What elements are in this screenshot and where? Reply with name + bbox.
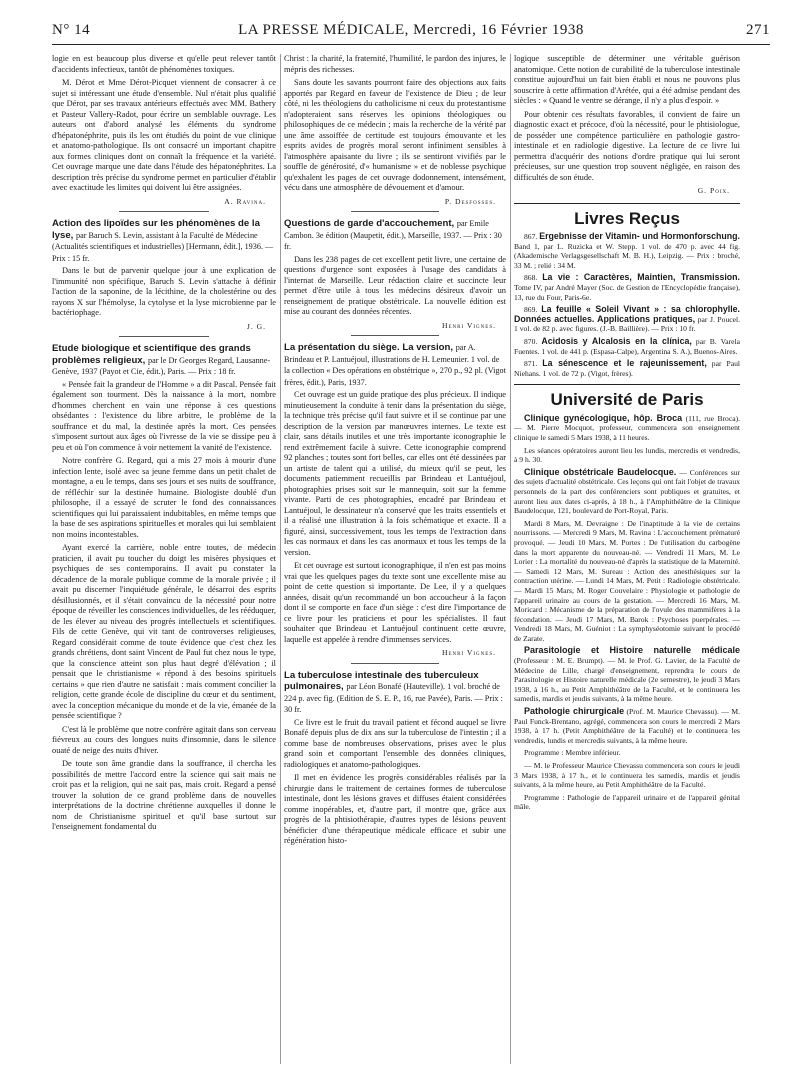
- review-title: Action des lipoïdes sur les phénomènes de la lyse,: [52, 218, 260, 241]
- paragraph: Mardi 8 Mars, M. Devraigne : De l'inaptitude à la vie de certains nourrissons. — Mercredi 9 Mars, M. Ravina : L'accouchement prématuré provoqué. — Jeudi 10 Mars, M. Portes : De l'utilisation du carbogène dans la mort apparente du nouveau-né. — Vendredi 11 Mars, M. Le Lorier : La mortalité du nouveau-né d'après la statistique de la Maternité. — Samedi 12 Mars, M. Sureau : Action des anesthésiques sur la contraction utérine. — Lundi 14 Mars, M. Petit : Radiologie obstétricale. — Mardi 15 Mars, M. Roger Couvelaire : Physiologie et pathologie de l'appareil urinaire au cours de la gestation. — Mercredi 16 Mars, M. Moricard : Mécanisme de la préparation de l'ovule des mammifères à la fécondation. — Jeudi 17 Mars, M. Barok : Psychoses puerpérales. — Vendredi 18 Mars, M. Guéniot : La symphyséotomie suivant le procédé de Zarate.: [514, 518, 740, 643]
- separator: [351, 335, 440, 336]
- universite-heading: Université de Paris: [550, 390, 704, 410]
- issue-number: N° 14: [52, 22, 91, 38]
- review-reference: par Léon Bonafé (Hauteville). 1 vol. broché de 224 p. avec fig. (Edition de S. E. P., 16, rue Pavée), Paris. — Prix : 30 fr.: [284, 682, 503, 714]
- notice-title: Pathologie chirurgicale: [524, 706, 625, 717]
- column-1: [52, 54, 276, 1074]
- notice-title: Parasitologie et Histoire naturelle médicale: [524, 645, 740, 656]
- review-signature: Henri Vignes.: [441, 648, 496, 657]
- separator: [351, 663, 440, 664]
- list-item: 867. Ergebnisse der Vitamin- und Hormonforschung. Band 1, par L. Ruzicka et W. Stepp. 1 vol. de 470 p. avec 44 fig. (Akademische Verlagsgesellschaft M. B. H.), Leipzig. — Prix : broché, 33 M. ; relié : 34 M.: [514, 231, 740, 270]
- review-title: La tuberculose intestinale des tuberculeux pulmonaires,: [284, 669, 479, 692]
- notice-title: Clinique gynécologique, hôp. Broca: [524, 412, 683, 423]
- paragraph: Christ : la charité, la fraternité, l'humilité, le pardon des injures, le mépris des richesses.: [284, 54, 506, 74]
- paragraph: Programme : Pathologie de l'appareil urinaire et de l'appareil génital mâle.: [514, 792, 740, 812]
- paragraph: C'est là le problème que notre confrère agitait dans son cerveau fiévreux au cours des longues nuits d'insomnie, dans le silence ouaté de neige des nuits d'hiver.: [52, 724, 276, 755]
- review-signature: P. Desfosses.: [444, 196, 496, 206]
- page-header: [52, 20, 770, 45]
- university-notices: Clinique gynécologique, hôp. Broca (111, rue Broca). — M. Pierre Mocquot, professeur, commencera son enseignement clinique le samedi 5 Mars 1938, à 11 heures. Les séances opératoires auront lieu les lundis, mercredis et vendredis, à 9 h. 30. Clinique obstétricale Baudelocque. — Conférences sur des sujets d'actualité obstétricale. Ces leçons qui ont fait l'objet de travaux personnels de la part des conférenciers sont publiques et gratuites, et auront lieu aux dates ci-après, à 18 h., à l'Amphithéâtre de la Clinique Baudelocque, 121, boulevard de Port-Royal, Paris. Mardi 8 Mars, M. Devraigne : De l'inaptitude à la vie de certains nourrissons. — Mercredi 9 Mars, M. Ravina : L'accouchement prématuré provoqué. — Jeudi 10 Mars, M. Portes : De l'utilisation du carbogène dans la mort apparente du nouveau-né. — Vendredi 11 Mars, M. Le Lorier : La mortalité du nouveau-né d'après la statistique de la Maternité. — Samedi 12 Mars, M. Sureau : Action des anesthésiques sur la contraction utérine. — Lundi 14 Mars, M. Petit : Radiologie obstétricale. — Mardi 15 Mars, M. Roger Couvelaire : Physiologie et pathologie de l'appareil urinaire au cours de la gestation. — Mercredi 16 Mars, M. Moricard : Mécanisme de la préparation de l'ovule des mammifères à la fécondation. — Jeudi 17 Mars, M. Barok : Psychoses puerpérales. — Vendredi 18 Mars, M. Guéniot : La symphyséotomie suivant le procédé de Zarate. Parasitologie et Histoire naturelle médicale (Professeur : M. E. Brumpt). — M. le Prof. G. Lavier, de la Faculté de Médecine de Lille, chargé d'enseignement, reprendra le cours de Parasitologie et Histoire naturelle médicale (2e semestre), le jeudi 3 Mars 1938, à 16 h., au Petit Amphithéâtre de la Faculté, et le continuera les samedis, mardis et jeudis suivants, à la même heure. Pathologie chirurgicale (Prof. M. Maurice Chevassu). — M. Paul Funck-Brentano, agrégé, commencera son cours le mercredi 2 Mars 1938, à 17 h. (Petit Amphithéâtre de la Faculté) et le continuera les vendredis, lundis et mercredis suivants, à la même heure. Programme : Membre inférieur. — M. le Professeur Maurice Chevassu commencera son cours le jeudi 3 Mars 1938, à 17 h., et le continuera les samedis, mardis et jeudis suivants, à la même heure, au Petit Amphithéâtre de la Faculté. Programme : Pathologie de l'appareil urinaire et de l'appareil génital mâle.: [514, 412, 740, 812]
- paragraph: Programme : Membre inférieur.: [524, 748, 621, 758]
- paragraph: Dans les 238 pages de cet excellent petit livre, une certaine de questions d'urgence sont exposées à l'usage des candidats à l'internat de Marseille. Leur rédaction claire et succincte leur permet d'être utile à tous les médecins désireux d'avoir un renseignement de pratique obstétricale. La nouvelle édition est mise au courant des données récentes.: [284, 254, 506, 316]
- paragraph: Pour obtenir ces résultats favorables, il convient de faire un diagnostic exact et précoce, d'où la nécessité, pour le phtisiologue, de posséder une compétence particulière en pathologie gastro-intestinale et en radiologie digestive. La lecture de ce livre lui permettra d'acquérir des notions d'ordre pratique qui lui seront précieuses, sur une question trop souvent négligée, en raison des difficultés de son étude.: [514, 109, 740, 182]
- journal-title: LA PRESSE MÉDICALE, Mercredi, 16 Février 1938: [238, 22, 584, 38]
- review-reference: par A. Brindeau et P. Lantuéjoul, illustrations de H. Lemeunier. 1 vol. de la collection « Des opérations en obstétrique », 270 p., 92 pl. (Vigot frères, édit.), Paris, 1937.: [284, 343, 506, 387]
- paragraph: De toute son âme grandie dans la souffrance, il chercha les possibilités de mettre l'accord entre la science qui sait mais ne croit pas et la religion, qui ne sait pas, mais croit. Regard a pensé trouver la solution de ce grand problème dans de nouvelles interprétations de la doctrine chrétienne auxquelles il donne le nom de Christianisme spirituel et qu'il base surtout sur l'enseignement fondamental du: [52, 759, 276, 831]
- section-rule: [514, 384, 740, 385]
- review-signature: A. Ravina.: [224, 196, 266, 206]
- review-heading: [52, 218, 276, 264]
- review-reference: par Baruch S. Levin, assistant à la Faculté de Médecine (Actualités scientifiques et industrielles) [Hermann, édit.], 1936. — Prix : 15 fr.: [52, 230, 274, 263]
- list-item: 870. Acidosis y Alcalosis en la clínica, par B. Varela Fuentes. 1 vol. de 441 p. (Espasa-Calpe), Argentina S. A.), Buenos-Aires.: [514, 335, 740, 356]
- paragraph: Et cet ouvrage est surtout iconographique, il n'en est pas moins vrai que les quelques pages du texte sont une excellente mise au point de cette question si importante. De Lee, il y a quelques années, disait qu'un recommandé un bon accoucheur à la façon dont il se comporte en face d'un siège : c'est dire l'importance de ce livre pour les praticiens et pour les spécialistes. Il faut souhaiter que Brindeau et Lantuéjoul continuent cette œuvre, laquelle est appelée à rendre d'immenses services.: [284, 561, 506, 644]
- review-reference: par Emile Cambon. 3e édition (Maupetit, édit.), Marseille, 1937. — Prix : 30 fr.: [284, 219, 502, 251]
- review-signature: J. G.: [246, 321, 266, 331]
- paragraph: Cet ouvrage est un guide pratique des plus précieux. Il indique minutieusement la conduite à tenir dans la présentation du siège, la technique très précise qu'il faut suivre et il se continue par une description de la version par manœuvres internes. Le texte est clair, sans détails inutiles et une très importante iconographie le rend extrêmement facile à suivre. Cette iconographie comprend 92 planches ; toutes sont fort belles, car elles ont été dessinées par un artiste de talent qui a utilisé, du mieux qu'il se peut, les documents patiemment recueillis par Brindeau et Lantuéjoul, photographies prises soit sur le mannequin, soit sur la femme vivante. Parti de ces photographies, encadré par Brindeau et Lantuéjoul, le dessinateur n'a conservé que les traits essentiels et il a réalisé une illustration à la fois schématique et exacte. Il a figuré, ainsi, successivement, tous les temps de l'extraction dans les cas normaux et dans les cas anormaux et tous les temps de la version.: [284, 390, 506, 557]
- column-divider: [280, 54, 281, 1064]
- review-heading: [284, 670, 506, 716]
- review-heading: [284, 218, 506, 253]
- review-title: Etude biologique et scientifique des grands problèmes religieux,: [52, 343, 251, 366]
- list-item: 869. La feuille « Soleil Vivant » : sa chlorophylle. Données actuelles. Applications pratiques, par J. Poucel. 1 vol. de 82 p. avec figures. (J.-B. Baillière). — Prix : 10 fr.: [514, 304, 740, 334]
- paragraph: Sans doute les savants pourront faire des objections aux faits apportés par Regard en faveur de l'existence de Dieu ; de leur côté, ni les théologiens du catholicisme ni ceux du protestantisme n'adopteraient sans réserves les opinions théologiques ou philosophiques de ce médecin ; mais la recherche de la vérité par une âme assoiffée de certitude est toujours émouvante et les esprits avides de progrès moral seront infiniment sensibles à l'atmosphère apaisante du livre ; ils se sentiront vivifiés par le souffle de générosité, d'« humanisme » et de noblesse psychique qu'exhalent les pages de cet ouvrage dodonnement, intensément, vécu dans une atmosphère de dévouement et d'amour.: [284, 78, 506, 192]
- column-3: [514, 54, 740, 1074]
- paragraph: Notre confrère G. Regard, qui a mis 27 mois à mourir d'une infection lente, isolé avec sa jeune femme dans un petit chalet de montagne, a eu le temps, dans ses jours et ses nuits de souffrance, de réfléchir sur la destinée humaine. Biologiste doublé d'un philosophe, il a essayé de scruter le fond des connaissances scientifiques qui lui paraissaient indubitables, en même temps que la base de ses aspirations spirituelles et morales qui lui semblaient non moins incontestables.: [52, 456, 276, 539]
- review-signature: G. Poix.: [697, 186, 730, 195]
- paragraph: Ce livre est le fruit du travail patient et fécond auquel se livre Bonafé depuis plus de dix ans sur la tuberculose de l'intestin ; il a comme base de nombreuses observations, prises avec le plus grand soin et comportant l'ensemble des données cliniques, radiologiques et anatomo-pathologiques.: [284, 717, 506, 769]
- review-signature: Henri Vignes.: [441, 320, 496, 330]
- separator: [351, 211, 440, 212]
- paragraph: Les séances opératoires auront lieu les lundis, mercredis et vendredis, à 9 h. 30.: [514, 445, 740, 465]
- column-2: [284, 54, 506, 1074]
- review-title: La présentation du siège. La version,: [284, 342, 454, 353]
- review-heading: [284, 342, 506, 388]
- list-item: 871. La sénescence et le rajeunissement, par Paul Niehans. 1 vol. de 72 p. (Vigot, frères).: [514, 358, 740, 378]
- page-number: 271: [746, 22, 770, 38]
- livres-recus-heading: Livres Reçus: [574, 208, 680, 228]
- books-list: [514, 232, 740, 378]
- paragraph: Il met en évidence les progrès considérables réalisés par la chirurgie dans le traitement de certaines formes de tuberculose intestinale, dont les lésions graves et diffuses étaient considérées comme inopérables, et, d'autre part, il montre que, grâce aux progrès de la phtisiothérapie, d'autres types de lésions peuvent bénéficier d'une thérapeutique médicale efficace et subir une régénération histo-: [284, 773, 506, 845]
- column-divider: [510, 54, 511, 1064]
- paragraph: — M. le Professeur Maurice Chevassu commencera son cours le jeudi 3 Mars 1938, à 17 h., et le continuera les samedis, mardis et jeudis suivants, à la même heure, au Petit Amphithéâtre de la Faculté.: [514, 761, 740, 790]
- section-rule: [514, 203, 740, 204]
- review-reference: par le Dr Georges Regard, Lausanne-Genève, 1937 (Payot et Cie, édit.), Paris. — Prix : 18 fr.: [52, 355, 271, 376]
- review-title: Questions de garde d'accouchement,: [284, 218, 455, 229]
- paragraph: « Pensée fait la grandeur de l'Homme » a dit Pascal. Pensée fait également son tourment. Dès la naissance à la mort, nombre d'hommes cherchent en vain une réponse à ces questions obsédantes : l'existence du libre arbitre, le problème de la souffrance et du mal, la destinée après la mort. Ces pensées s'imposent surtout aux âges où l'ivresse de la vie se dissipe peu à peu et où l'on commence à voir nettement la vanité de l'existence.: [52, 379, 276, 452]
- paragraph: Dans le but de parvenir quelque jour à une explication de l'immunité non spécifique, Baruch S. Levin s'attache à définir l'action de la saponine, de la lécithine, de la cholestérine ou des rayons X sur l'hémolyse, la cytolyse et la lyse microbienne par le bactériophage.: [52, 266, 276, 317]
- separator: [119, 336, 209, 337]
- review-heading: [52, 343, 276, 378]
- paragraph: logie en est beaucoup plus diverse et qu'elle peut relever tantôt d'accidents infectieux, tantôt de phénomènes toxiques.: [52, 54, 276, 74]
- list-item: 868. La vie : Caractères, Maintien, Transmission. Tome IV, par André Mayer (Soc. de Gestion de l'Encyclopédie française), 13, rue du Four, Paris-6e.: [514, 272, 740, 302]
- paragraph: Ayant exercé la carrière, noble entre toutes, de médecin praticien, il avait pu toucher du doigt les misères physiques et psychiques de ses contemporains. Il avait pu constater la décadence de la morale publique comme de la morale privée ; il avait pu discerner l'inquiétude générale, le désarroi des esprits désillusionnés, et il s'était convaincu de la nécessité pour notre époque de réveiller les consciences individuelles, de les rééduquer, de les élever au niveau des progrès intellectuels et scientifiques. Fils de cette Genève, qui vit tant de controverses religieuses, Regard considérait comme de toute évidence que c'est chez les grands chrétiens, dont saint Vincent de Paul fut chez nous le type, que la conscience atteint son plus haut degré d'élévation ; il pensait que le christianisme « répond à des besoins spirituels certains » que rien d'autre ne satisfait : mais comment concilier la religion, cette grande école de discipline du cœur et du sentiment, avec la conception mécanique du monde et de la vie, émanée de la pensée scientifique ?: [52, 543, 276, 720]
- separator: [119, 211, 209, 212]
- paragraph: M. Dérot et Mme Dérot-Picquet viennent de consacrer à ce sujet si intéressant une étude d'ensemble. Nul n'était plus qualifié que Dérot, par ses travaux antérieurs effectués avec MM. Bathery et Pasteur Vallery-Radot, pour écrire un semblable ouvrage. Les auteurs ont d'abord analysé les éléments du syndrome d'hépatonéphrite, puis ils les ont étudiés du point de vue clinique et anatomo-pathologique. Ils ont consacré un important chapitre aux formes cliniques dont on connaît la fréquence et la variété. Cet ouvrage marque une date dans l'étude des hépatonéphrites. La description très précise du syndrome permet en particulier d'établir avec exactitude les limites qui doivent lui être assignées.: [52, 78, 276, 192]
- paragraph: logique susceptible de déterminer une véritable guérison anatomique. Cette notion de curabilité de la tuberculose intestinale constitue aujourd'hui un fait bien établi et nous ne pouvons plus souscrire à cette affirmation d'Arétée, qui a été admise pendant des siècles : « Quand le ventre se dérange, il n'y a plus d'espoir. »: [514, 54, 740, 105]
- notice-title: Clinique obstétricale Baudelocque.: [524, 466, 677, 477]
